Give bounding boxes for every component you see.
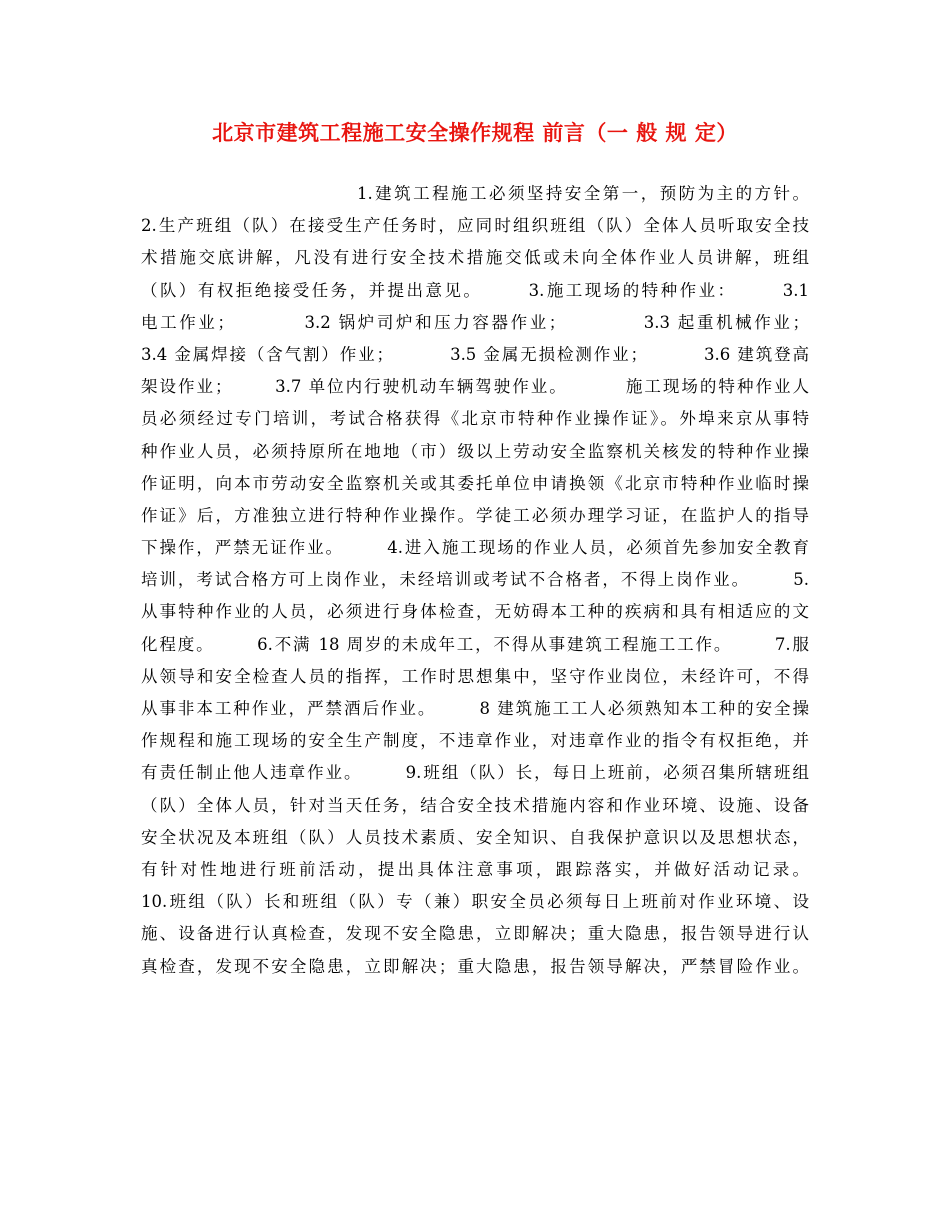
body-line: 术措施交底讲解，凡没有进行安全技术措施交低或未向全体作业人员讲解，班组	[141, 248, 809, 268]
body-line: 架设作业； 3.7 单位内行驶机动车辆驾驶作业。 施工现场的特种作业人	[141, 377, 809, 397]
body-line: 2.生产班组（队）在接受生产任务时，应同时组织班组（队）全体人员听取安全技	[141, 216, 809, 236]
body-line: 施、设备进行认真检查，发现不安全隐患，立即解决；重大隐患，报告领导进行认	[141, 924, 809, 944]
body-line: 作证明，向本市劳动安全监察机关或其委托单位申请换领《北京市特种作业临时操	[141, 473, 809, 493]
body-line: 有针对性地进行班前活动，提出具体注意事项，跟踪落实，并做好活动记录。	[141, 859, 809, 879]
body-line: 真检查，发现不安全隐患，立即解决；重大隐患，报告领导解决，严禁冒险作业。	[141, 956, 809, 976]
body-line: 从事特种作业的人员，必须进行身体检查，无妨碍本工种的疾病和具有相适应的文	[141, 602, 809, 622]
body-line: 3.4 金属焊接（含气割）作业； 3.5 金属无损检测作业； 3.6 建筑登高	[141, 344, 809, 364]
body-line: 培训，考试合格方可上岗作业，未经培训或考试不合格者，不得上岗作业。 5.	[141, 570, 809, 590]
body-line: （队）有权拒绝接受任务，并提出意见。 3.施工现场的特种作业： 3.1	[141, 280, 809, 300]
body-line: 下操作，严禁无证作业。 4.进入施工现场的作业人员，必须首先参加安全教育	[141, 538, 809, 558]
body-line: 从领导和安全检查人员的指挥，工作时思想集中，坚守作业岗位，未经许可，不得	[141, 666, 809, 686]
body-line: 10.班组（队）长和班组（队）专（兼）职安全员必须每日上班前对作业环境、设	[141, 892, 809, 912]
body-line: 员必须经过专门培训，考试合格获得《北京市特种作业操作证》。外埠来京从事特	[141, 409, 809, 429]
body-line: 从事非本工种作业，严禁酒后作业。 8 建筑施工工人必须熟知本工种的安全操	[141, 699, 809, 718]
document-body	[141, 178, 809, 983]
body-line: 作证》后，方准独立进行特种作业操作。学徒工必须办理学习证，在监护人的指导	[141, 505, 809, 525]
body-line: 种作业人员，必须持原所在地地（市）级以上劳动安全监察机关核发的特种作业操	[141, 441, 809, 461]
body-line: 安全状况及本班组（队）人员技术素质、安全知识、自我保护意识以及思想状态，	[141, 827, 809, 847]
body-line: 作规程和施工现场的安全生产制度，不违章作业，对违章作业的指令有权拒绝，并	[141, 731, 809, 751]
body-line: 化程度。 6.不满 18 周岁的未成年工，不得从事建筑工程施工工作。 7.服	[141, 634, 809, 654]
body-line: 电工作业； 3.2 锅炉司炉和压力容器作业； 3.3 起重机械作业；	[141, 312, 809, 332]
body-line: （队）全体人员，针对当天任务，结合安全技术措施内容和作业环境、设施、设备	[141, 795, 809, 815]
document-title: 北京市建筑工程施工安全操作规程 前言（一 般 规 定）	[212, 120, 738, 145]
body-line: 有责任制止他人违章作业。 9.班组（队）长，每日上班前，必须召集所辖班组	[141, 763, 809, 783]
body-line: 1.建筑工程施工必须坚持安全第一，预防为主的方针。	[141, 184, 809, 203]
